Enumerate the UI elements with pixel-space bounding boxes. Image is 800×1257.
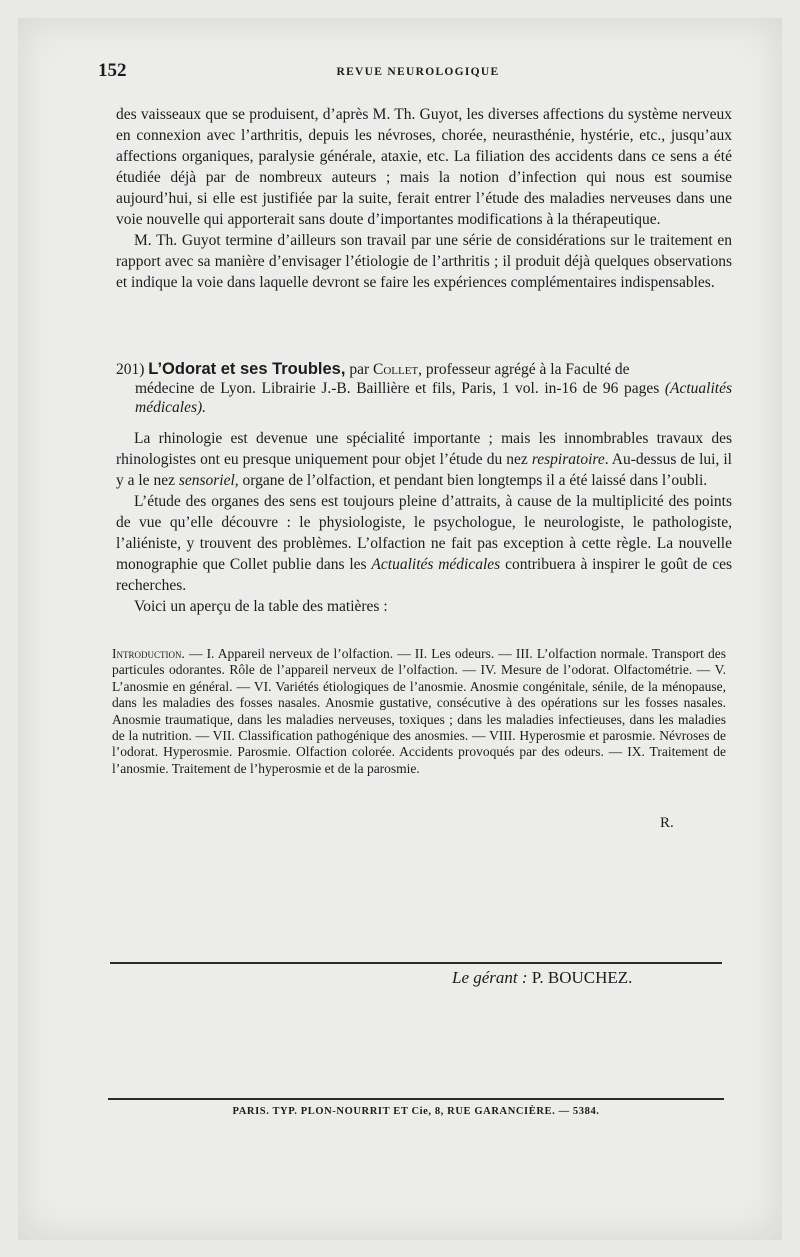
review-text [116, 428, 732, 617]
paragraph: M. Th. Guyot termine d’ailleurs son travail par une série de considérations sur le traitement en rapport avec sa manière d’envisager l’étiologie de l’arthritis ; il produit déjà quelques observations et indique la voie dans laquelle devront se faire les expériences complémentaires indispensables. [116, 232, 732, 291]
entry-heading [116, 360, 732, 417]
toc-text: — I. Appareil nerveux de l’olfaction. — II. Les odeurs. — III. L’olfaction normale. Transport des particules odorantes. Rôle de l’appareil nerveux de l’olfaction. — IV. Mesure de l’odorat. Olfactométrie. — V. L’anosmie en général. — VI. Variétés étiologiques de l’anosmie. Anosmie congénitale, sénile, de la ménopause, dans les maladies des fosses nasales. Anosmie gustative, consécutive à des opérations sur les fosses nasales. Anosmie traumatique, dans les maladies nerveuses, toxiques ; dans les maladies infectieuses, dans les maladies de la nutrition. — VII. Classification pathogénique des anosmies. — VIII. Hyperosmie et parosmie. Névroses de l’odorat. Hyperosmie. Parosmie. Olfaction colorée. Accidents provoqués par des odeurs. — IX. Traitement de l’anosmie. Traitement de l’hyperosmie et de la parosmie. [112, 646, 726, 776]
paragraph: La rhinologie est devenue une spécialité importante ; mais les innombrables travaux des rhinologistes ont eu presque uniquement pour objet l’étude du nez respiratoire. Au-dessus de lui, il y a le nez sensoriel, organe de l’olfaction, et pendant bien longtemps il a été laissé dans l’oubli. [116, 430, 732, 489]
paragraph: Voici un aperçu de la table des matières : [134, 598, 388, 615]
printer-imprint: PARIS. TYP. PLON-NOURRIT ET Cie, 8, RUE GARANCIÈRE. — 5384. [232, 1106, 600, 1117]
entry-line1-rest: , professeur agrégé à la Faculté de [418, 361, 630, 378]
running-title: REVUE NEUROLOGIQUE [336, 66, 500, 78]
gerant-name: P. BOUCHEZ. [531, 968, 633, 987]
paragraph: des vaisseaux que se produisent, d’après M. Th. Guyot, les diverses affections du système nerveux en connexion avec l’arthritis, depuis les névroses, chorée, neurasthénie, hystérie, etc., jusqu’aux affections organiques, paralysie générale, ataxie, etc. La filiation des accidents dans ce sens a été étudiée déjà par de nombreux auteurs ; mais la notion d’infection qui nous est soumise aujourd’hui, si elle est justifiée par la suite, ferait entrer l’étude des maladies nerveuses dans une voie nouvelle qui apporterait sans doute d’importantes modifications à la thérapeutique. [116, 106, 732, 228]
divider-rule [108, 1098, 724, 1100]
paragraph: L’étude des organes des sens est toujours pleine d’attraits, à cause de la multiplicité des points de vue qu’elle découvre : le physiologiste, le psychologue, le neurologiste, le pathologiste, l’aliéniste, y trouvent des problèmes. L’olfaction ne fait pas exception à cette règle. La nouvelle monographie que Collet publie dans les Actualités médicales contribuera à inspirer le goût de ces recherches. [116, 493, 733, 594]
entry-by: par [349, 361, 370, 378]
entry-number: 201) [116, 361, 145, 378]
page-header [98, 60, 738, 84]
article-continuation [116, 104, 732, 293]
gerant-line [452, 968, 632, 988]
entry-series: (Actualités médicales). [135, 380, 732, 416]
divider-rule [110, 962, 722, 964]
entry-continuation: médecine de Lyon. Librairie J.-B. Baillière et fils, Paris, 1 vol. in-16 de 96 pages (Actualités médicales). [135, 380, 732, 416]
entry-title: L’Odorat et ses Troubles, [148, 360, 346, 378]
entry-author: Collet [372, 361, 419, 378]
reviewer-initial: R. [660, 815, 674, 831]
page-number: 152 [98, 60, 127, 81]
gerant-label: Le gérant : [452, 968, 528, 987]
table-of-contents [112, 646, 726, 777]
toc-intro-label: Introduction. [112, 646, 185, 661]
